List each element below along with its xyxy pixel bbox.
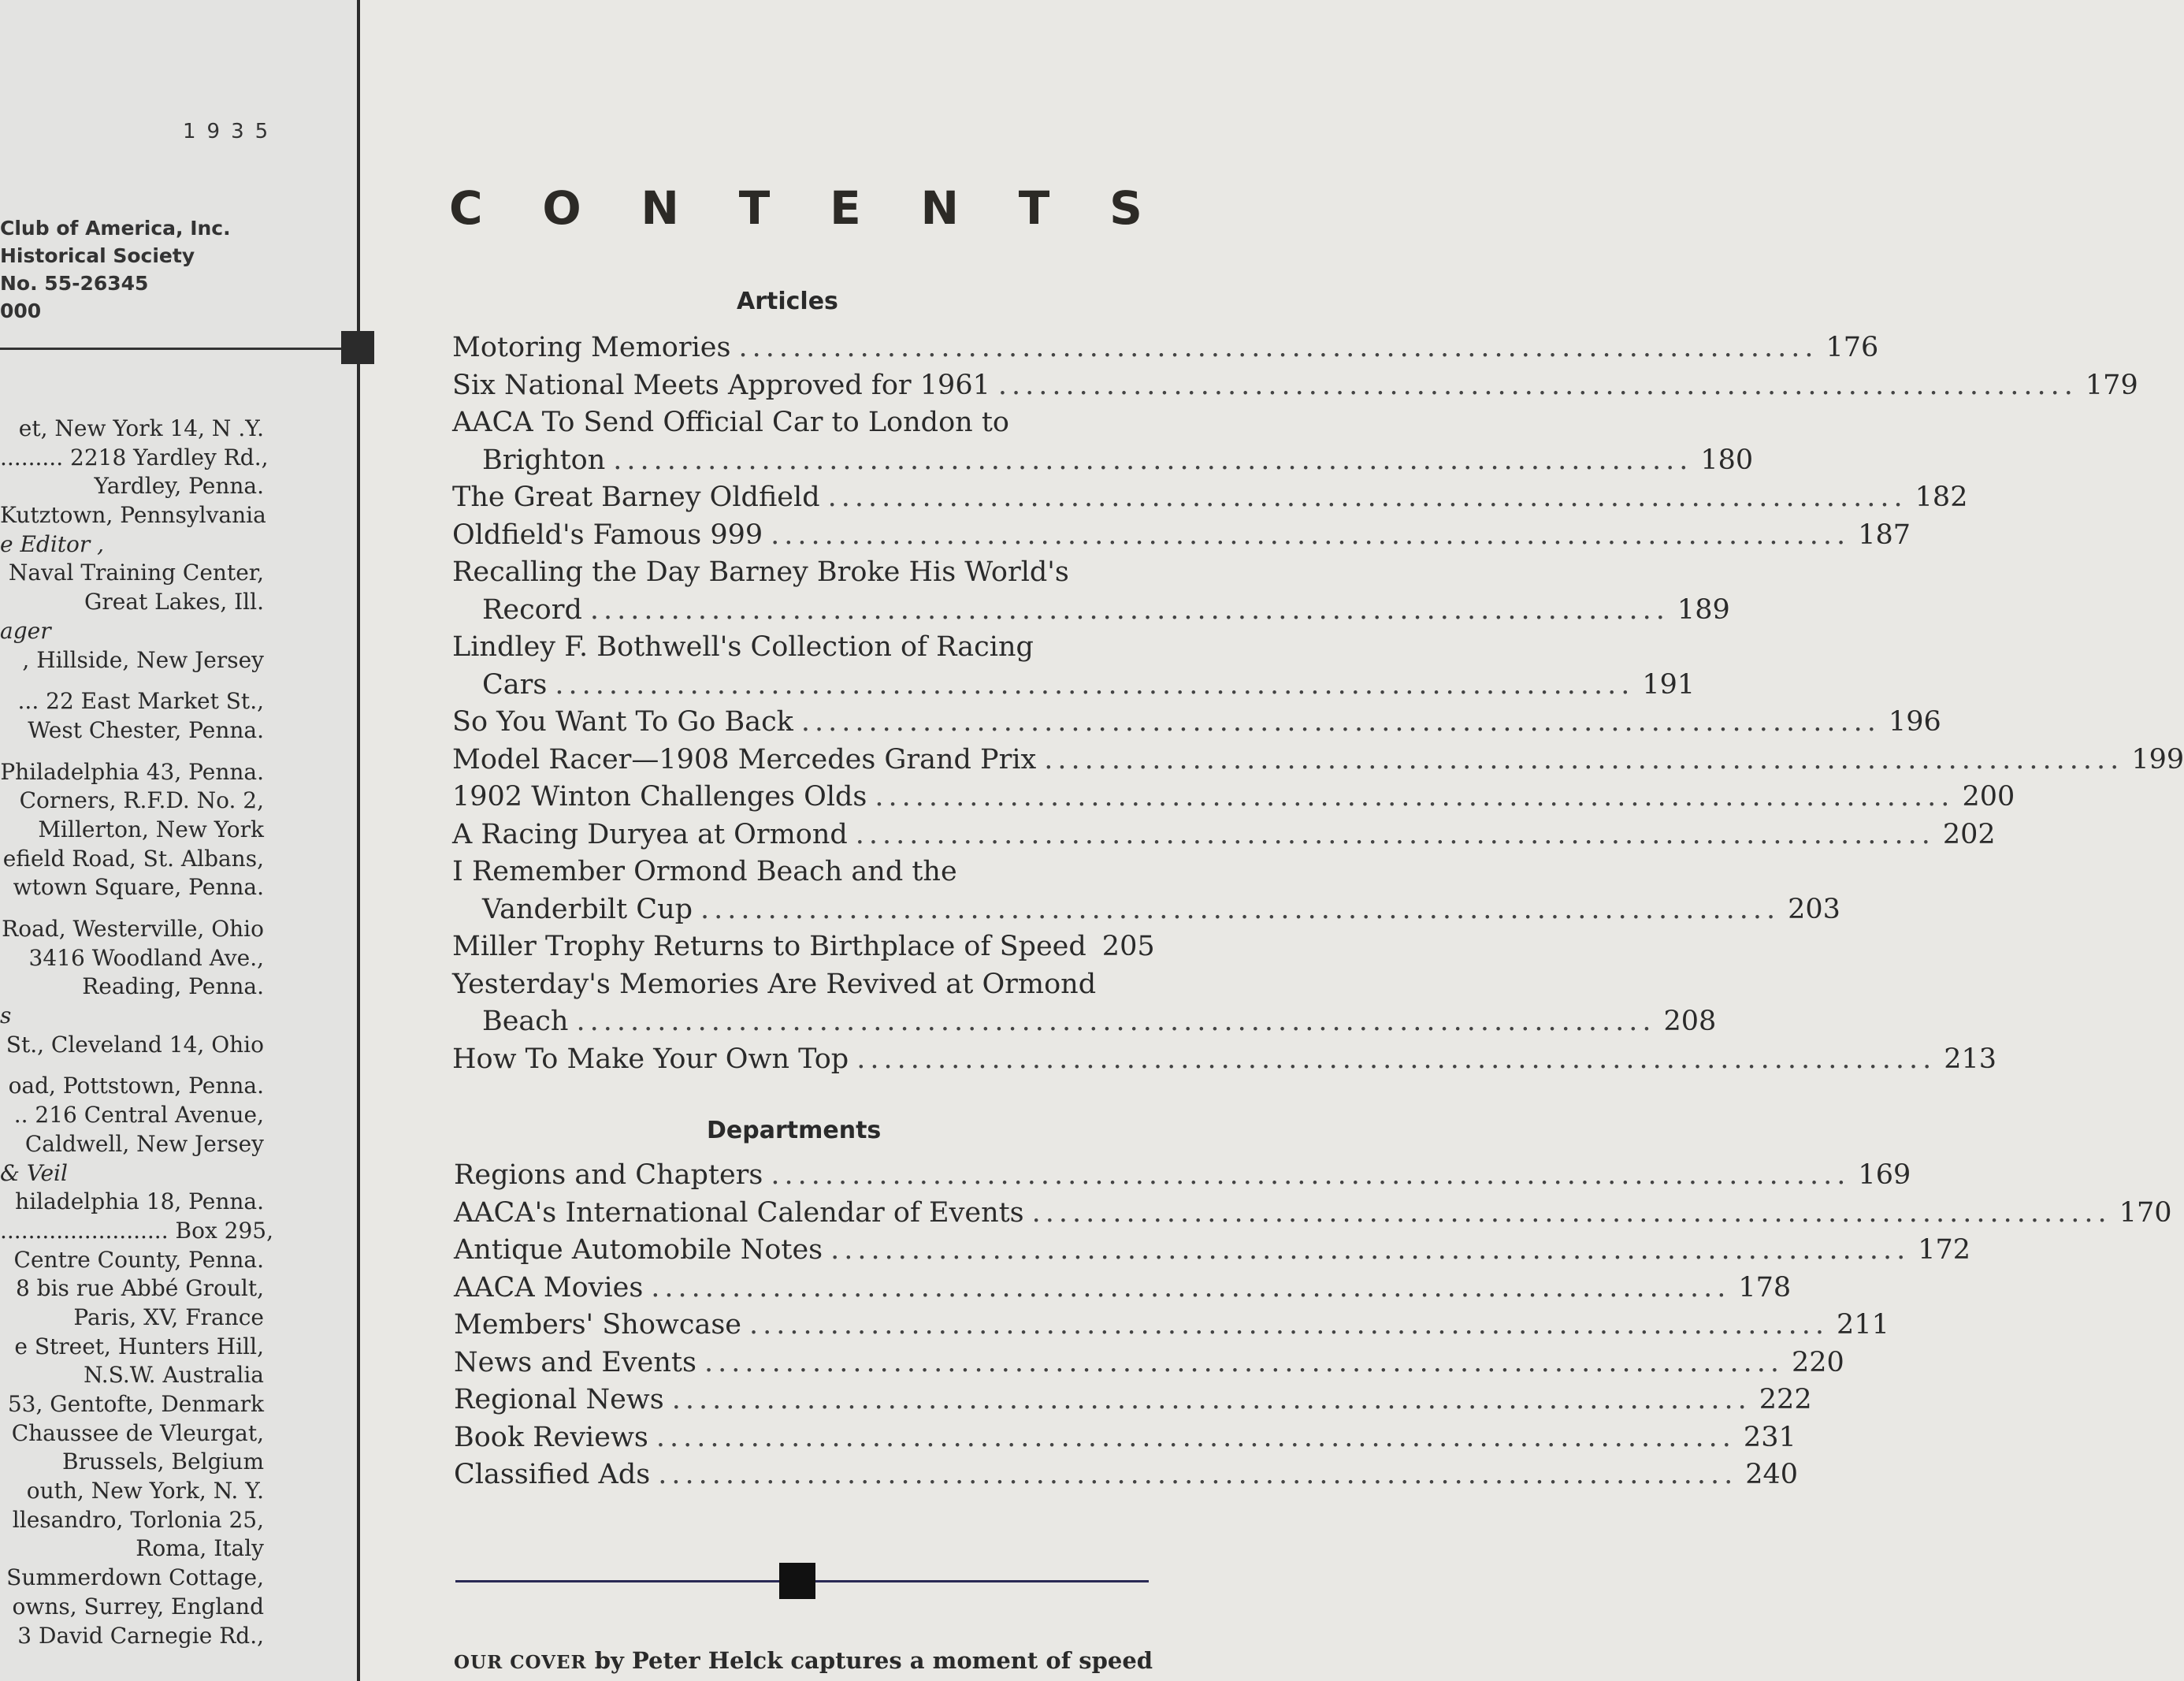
masthead-year: 1935 [183, 120, 280, 143]
staff-line: Caldwell, New Jersey [24, 1130, 264, 1157]
department-page: 172 [1918, 1234, 1971, 1266]
department-page: 240 [1745, 1459, 1799, 1490]
staff-line: ... 22 East Market St., [17, 688, 264, 715]
staff-line: s [0, 1002, 12, 1029]
staff-line: Brussels, Belgium [62, 1449, 264, 1475]
contents-title-letter: O [542, 181, 581, 235]
staff-line: 3 David Carnegie Rd., [17, 1622, 264, 1649]
article-entry-continuation[interactable] [452, 442, 1754, 480]
article-page: 191 [1642, 668, 1696, 701]
leader-dots: ................................................................................ [856, 1043, 1937, 1075]
department-entry[interactable] [454, 1382, 1812, 1419]
article-entry[interactable] [452, 554, 1127, 592]
staff-list [0, 415, 273, 1650]
department-title: News and Events [454, 1346, 696, 1378]
staff-line: West Chester, Penna. [28, 716, 264, 743]
leader-dots: ................................................................................ [589, 593, 1670, 626]
leader-dots: ................................................................................ [830, 1234, 1911, 1266]
article-title-cont: Vanderbilt Cup [482, 893, 693, 925]
staff-line: ager [0, 617, 51, 644]
departments-list [454, 1157, 2172, 1494]
staff-line: efield Road, St. Albans, [2, 845, 264, 872]
department-entry[interactable] [454, 1456, 1799, 1494]
org-line: No. 55-26345 [0, 272, 149, 295]
staff-line: ......... 2218 Yardley Rd., [0, 444, 269, 470]
org-info [0, 214, 231, 325]
staff-line: 53, Gentofte, Denmark [7, 1391, 264, 1417]
department-page: 222 [1759, 1384, 1812, 1415]
article-title-cont: Cars [482, 668, 548, 701]
article-entry[interactable] [452, 966, 1127, 1004]
staff-line: hiladelphia 18, Penna. [15, 1188, 264, 1215]
article-entry-continuation[interactable] [452, 1003, 1717, 1041]
article-title: The Great Barney Oldfield [452, 482, 820, 513]
department-title: Members' Showcase [454, 1309, 741, 1341]
department-title: Regional News [454, 1384, 664, 1415]
staff-line: Naval Training Center, [8, 560, 264, 586]
staff-line: 3416 Woodland Ave., [28, 944, 264, 971]
leader-dots: ................................................................................ [651, 1271, 1731, 1304]
article-page: 213 [1944, 1043, 1997, 1075]
department-title: Book Reviews [454, 1421, 648, 1453]
cover-note-lead: OUR COVER [454, 1652, 587, 1673]
staff-line: St., Cleveland 14, Ohio [6, 1031, 264, 1058]
leader-dots: ................................................................................ [700, 893, 1781, 925]
staff-line: ........................ Box 295, [0, 1217, 273, 1244]
department-page: 220 [1791, 1346, 1844, 1378]
leader-dots: ................................................................................ [576, 1006, 1656, 1037]
staff-line: Great Lakes, Ill. [84, 589, 264, 615]
article-page: 199 [2131, 743, 2184, 775]
article-entry[interactable] [452, 329, 1879, 367]
article-title: 1902 Winton Challenges Olds [452, 781, 867, 813]
article-page: 196 [1888, 706, 1941, 738]
article-title: Yesterday's Memories Are Revived at Ormond [452, 968, 1097, 1000]
staff-line: & Veil [0, 1159, 68, 1186]
article-entry[interactable] [452, 928, 1155, 966]
article-page: 176 [1826, 332, 1879, 363]
staff-line: Philadelphia 43, Penna. [0, 758, 264, 785]
staff-line: Centre County, Penna. [13, 1246, 264, 1273]
leader-dots: ................................................................................ [613, 444, 1693, 476]
article-entry[interactable] [452, 404, 1127, 442]
staff-line: outh, New York, N. Y. [26, 1478, 264, 1504]
article-entry[interactable] [452, 367, 2138, 405]
org-line: 000 [0, 299, 42, 322]
department-entry[interactable] [454, 1270, 1792, 1307]
contents-title [449, 181, 1142, 235]
contents-title-letter: C [449, 181, 483, 235]
department-title: Classified Ads [454, 1459, 651, 1490]
article-entry[interactable] [452, 629, 1127, 667]
article-page: 180 [1700, 444, 1754, 476]
article-page: 202 [1942, 818, 1996, 850]
org-line: Historical Society [0, 244, 195, 267]
leader-dots: ................................................................................ [1044, 743, 2124, 775]
masthead-column [0, 0, 358, 1681]
contents-title-letter: N [641, 181, 679, 235]
contents-title-letter: N [920, 181, 960, 235]
department-title: AACA Movies [454, 1271, 644, 1304]
leader-dots: ................................................................................ [771, 519, 1851, 551]
article-title: A Racing Duryea at Ormond [452, 818, 848, 850]
staff-line: wtown Square, Penna. [13, 874, 264, 901]
department-entry[interactable] [454, 1344, 1844, 1382]
staff-spacer [0, 902, 264, 915]
article-title: Six National Meets Approved for 1961 [452, 369, 990, 401]
staff-line: , Hillside, New Jersey [22, 646, 264, 673]
staff-line: Chaussee de Vleurgat, [11, 1419, 264, 1446]
cover-note-text: by Peter Helck captures a moment of speed [594, 1647, 1153, 1674]
article-entry[interactable] [452, 479, 1968, 517]
staff-line: Corners, R.F.D. No. 2, [19, 787, 264, 814]
staff-line: e Street, Hunters Hill, [14, 1333, 264, 1359]
article-title: So You Want To Go Back [452, 706, 793, 738]
staff-line: Yardley, Penna. [94, 473, 264, 500]
staff-line: owns, Surrey, England [12, 1593, 264, 1620]
department-page: 178 [1738, 1271, 1792, 1304]
department-page: 170 [2119, 1196, 2172, 1229]
article-page: 189 [1677, 593, 1730, 626]
article-entry-continuation[interactable] [452, 891, 1840, 929]
staff-line: Reading, Penna. [82, 973, 264, 1000]
article-page: 208 [1663, 1006, 1717, 1037]
staff-line: et, New York 14, N .Y. [18, 415, 264, 441]
contents-title-letter: T [1018, 181, 1050, 235]
department-entry[interactable] [454, 1307, 1889, 1344]
article-title-cont: Record [482, 593, 582, 626]
leader-dots: ................................................................................ [555, 668, 1635, 701]
column-divider [357, 0, 360, 1681]
staff-line: Summerdown Cottage, [6, 1564, 264, 1591]
contents-title-letter: T [738, 181, 771, 235]
staff-line: Kutztown, Pennsylvania [0, 502, 266, 529]
article-title: AACA To Send Official Car to London to [452, 407, 1009, 438]
staff-spacer [0, 746, 264, 758]
org-line: Club of America, Inc. [0, 217, 231, 240]
department-entry[interactable] [454, 1195, 2172, 1233]
staff-line: e Editor , [0, 530, 105, 557]
staff-line: .. 216 Central Avenue, [13, 1102, 264, 1129]
masthead-divider [0, 348, 345, 350]
departments-heading: Departments [707, 1117, 882, 1144]
article-title: Oldfield's Famous 999 [452, 519, 763, 551]
leader-dots: ................................................................................ [658, 1459, 1738, 1490]
department-page: 169 [1858, 1159, 1911, 1191]
article-title: Miller Trophy Returns to Birthplace of Speed [452, 931, 1086, 962]
article-entry-continuation[interactable] [452, 592, 1730, 630]
contents-title-letter: E [830, 181, 861, 235]
staff-line: N.S.W. Australia [84, 1362, 264, 1389]
article-title-cont: Beach [482, 1006, 569, 1037]
articles-heading: Articles [737, 288, 838, 315]
staff-spacer [0, 1059, 264, 1072]
department-title: Regions and Chapters [454, 1159, 763, 1191]
article-page: 203 [1788, 893, 1840, 925]
staff-line: Roma, Italy [136, 1535, 264, 1562]
article-entry[interactable] [452, 854, 1127, 891]
leader-dots: ................................................................................ [738, 332, 1818, 363]
article-title: Lindley F. Bothwell's Collection of Racing [452, 631, 1034, 663]
article-title: Motoring Memories [452, 332, 731, 363]
leader-dots: ................................................................................ [997, 369, 2078, 401]
leader-dots: ................................................................................ [875, 781, 1955, 813]
leader-dots: ................................................................................ [704, 1346, 1784, 1378]
department-page: 211 [1837, 1309, 1889, 1341]
staff-line: Millerton, New York [38, 816, 264, 842]
article-entry[interactable] [452, 704, 1941, 742]
article-page: 187 [1858, 519, 1911, 551]
department-entry[interactable] [454, 1157, 1911, 1195]
leader-dots: ................................................................................ [656, 1421, 1736, 1453]
article-title-cont: Brighton [482, 444, 606, 476]
article-title: Model Racer—1908 Mercedes Grand Prix [452, 743, 1037, 775]
article-entry-continuation[interactable] [452, 667, 1696, 705]
article-title: How To Make Your Own Top [452, 1043, 849, 1075]
staff-line: Paris, XV, France [73, 1304, 264, 1330]
article-title: I Remember Ormond Beach and the [452, 856, 957, 887]
leader-dots: ................................................................................ [671, 1384, 1751, 1415]
article-page: 200 [1962, 781, 2015, 813]
leader-dots: ................................................................................ [771, 1159, 1851, 1191]
staff-line: oad, Pottstown, Penna. [8, 1073, 264, 1099]
department-page: 231 [1743, 1421, 1796, 1453]
staff-line: 8 bis rue Abbé Groult, [15, 1275, 264, 1302]
department-entry[interactable] [454, 1419, 1796, 1457]
article-entry[interactable] [452, 1041, 1997, 1079]
article-page: 179 [2085, 369, 2138, 401]
staff-line: llesandro, Torlonia 25, [12, 1506, 264, 1533]
department-entry[interactable] [454, 1232, 1971, 1270]
article-page: 205 [1101, 931, 1155, 962]
contents-title-letter: S [1109, 181, 1142, 235]
staff-line: Road, Westerville, Ohio [2, 916, 264, 942]
article-entry[interactable] [452, 779, 2015, 816]
department-title: AACA's International Calendar of Events [454, 1196, 1024, 1229]
department-title: Antique Automobile Notes [454, 1234, 823, 1266]
article-entry[interactable] [452, 517, 1911, 555]
leader-dots: ................................................................................ [855, 818, 1935, 850]
divider-square-ornament [341, 331, 374, 364]
article-entry[interactable] [452, 742, 2184, 779]
articles-list [452, 329, 2184, 1078]
article-page: 182 [1915, 482, 1968, 513]
leader-dots: ................................................................................ [749, 1309, 1829, 1341]
bottom-square-ornament [779, 1563, 815, 1599]
leader-dots: ................................................................................ [827, 482, 1907, 513]
article-entry[interactable] [452, 816, 1996, 854]
leader-dots: ................................................................................ [800, 706, 1881, 738]
article-title: Recalling the Day Barney Broke His World's [452, 556, 1069, 588]
staff-spacer [0, 675, 264, 687]
cover-note [454, 1647, 1155, 1674]
leader-dots: ................................................................................ [1031, 1196, 2112, 1229]
